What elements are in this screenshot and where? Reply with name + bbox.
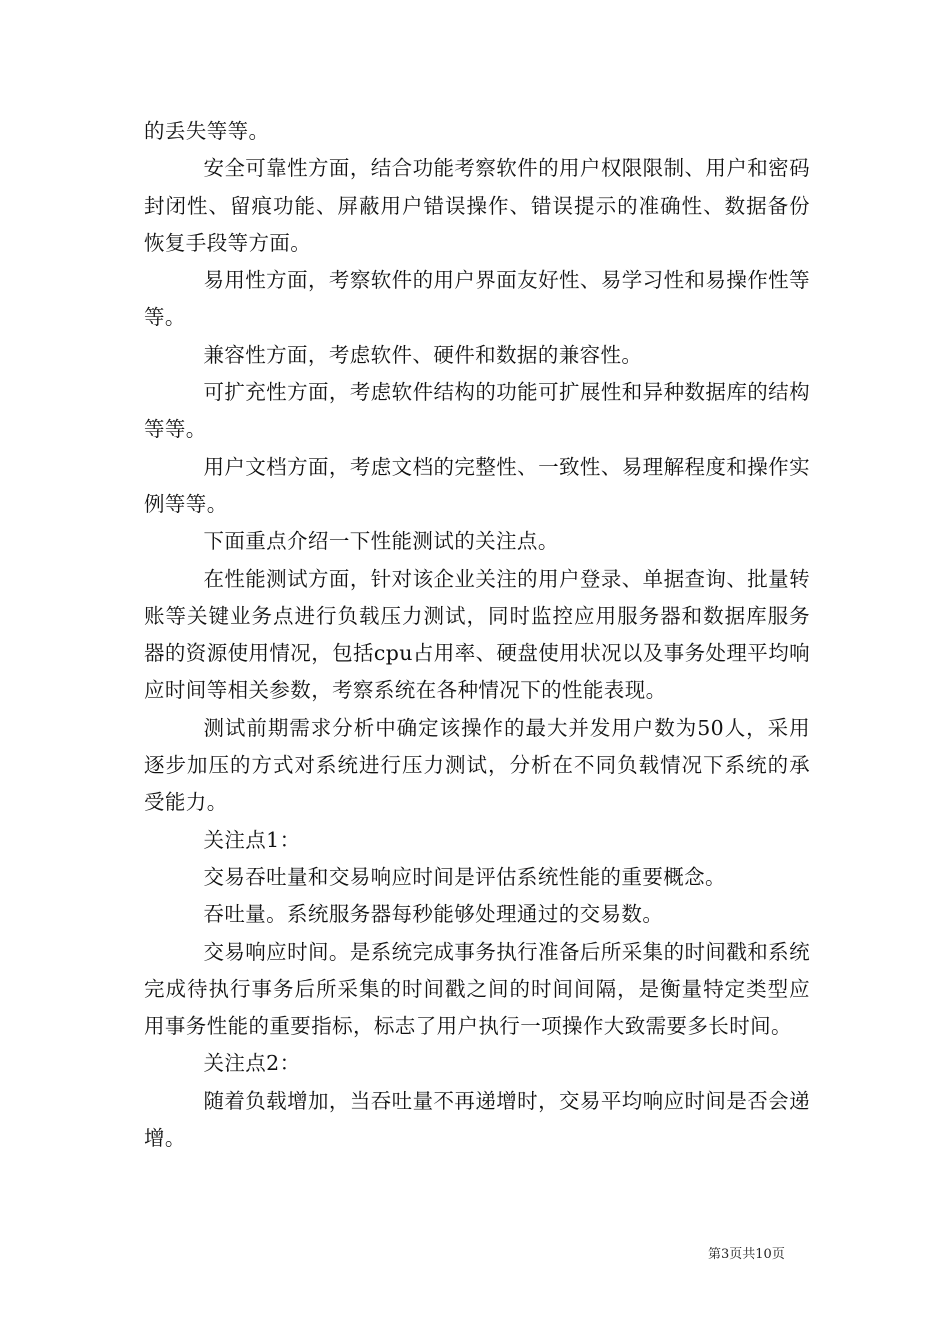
- paragraph-13: 交易响应时间。是系统完成事务执行准备后所采集的时间戳和系统完成待执行事务后所采集的时间戳之间的时间间隔，是衡量特定类型应用事务性能的重要指标，标志了用户执行一项操作大致需要多长时间。: [144, 939, 810, 1039]
- paragraph-1: 的丢失等等。: [144, 119, 270, 143]
- paragraph-7: 下面重点介绍一下性能测试的关注点。: [203, 529, 559, 554]
- paragraph-5: 可扩充性方面，考虑软件结构的功能可扩展性和异种数据库的结构等等。: [144, 380, 810, 442]
- page-number-footer: 第3页共10页: [708, 1247, 785, 1262]
- paragraph-8: 在性能测试方面，针对该企业关注的用户登录、单据查询、批量转账等关键业务点进行负载压力测试，同时监控应用服务器和数据库服务器的资源使用情况，包括cpu占用率、硬盘使用状况以及事务处理平均响应时间等相关参数，考察系统在各种情况下的性能表现。: [144, 566, 811, 703]
- paragraph-12: 吞吐量。系统服务器每秒能够处理通过的交易数。: [203, 902, 664, 927]
- paragraph-14: 关注点2：: [203, 1051, 301, 1076]
- paragraph-2: 安全可靠性方面，结合功能考察软件的用户权限限制、用户和密码封闭性、留痕功能、屏蔽用户错误操作、错误提示的准确性、数据备份恢复手段等方面。: [144, 156, 810, 255]
- paragraph-9: 测试前期需求分析中确定该操作的最大并发用户数为50人，采用逐步加压的方式对系统进行压力测试，分析在不同负载情况下系统的承受能力。: [144, 715, 810, 815]
- paragraph-15: 随着负载增加，当吞吐量不再递增时，交易平均响应时间是否会递增。: [144, 1088, 810, 1151]
- document-body: [144, 113, 810, 1157]
- paragraph-3: 易用性方面，考察软件的用户界面友好性、易学习性和易操作性等等。: [144, 268, 810, 330]
- paragraph-11: 交易吞吐量和交易响应时间是评估系统性能的重要概念。: [203, 864, 726, 889]
- paragraph-6: 用户文档方面，考虑文档的完整性、一致性、易理解程度和操作实例等等。: [144, 454, 810, 516]
- paragraph-10: 关注点1：: [203, 827, 301, 852]
- paragraph-4: 兼容性方面，考虑软件、硬件和数据的兼容性。: [203, 342, 643, 367]
